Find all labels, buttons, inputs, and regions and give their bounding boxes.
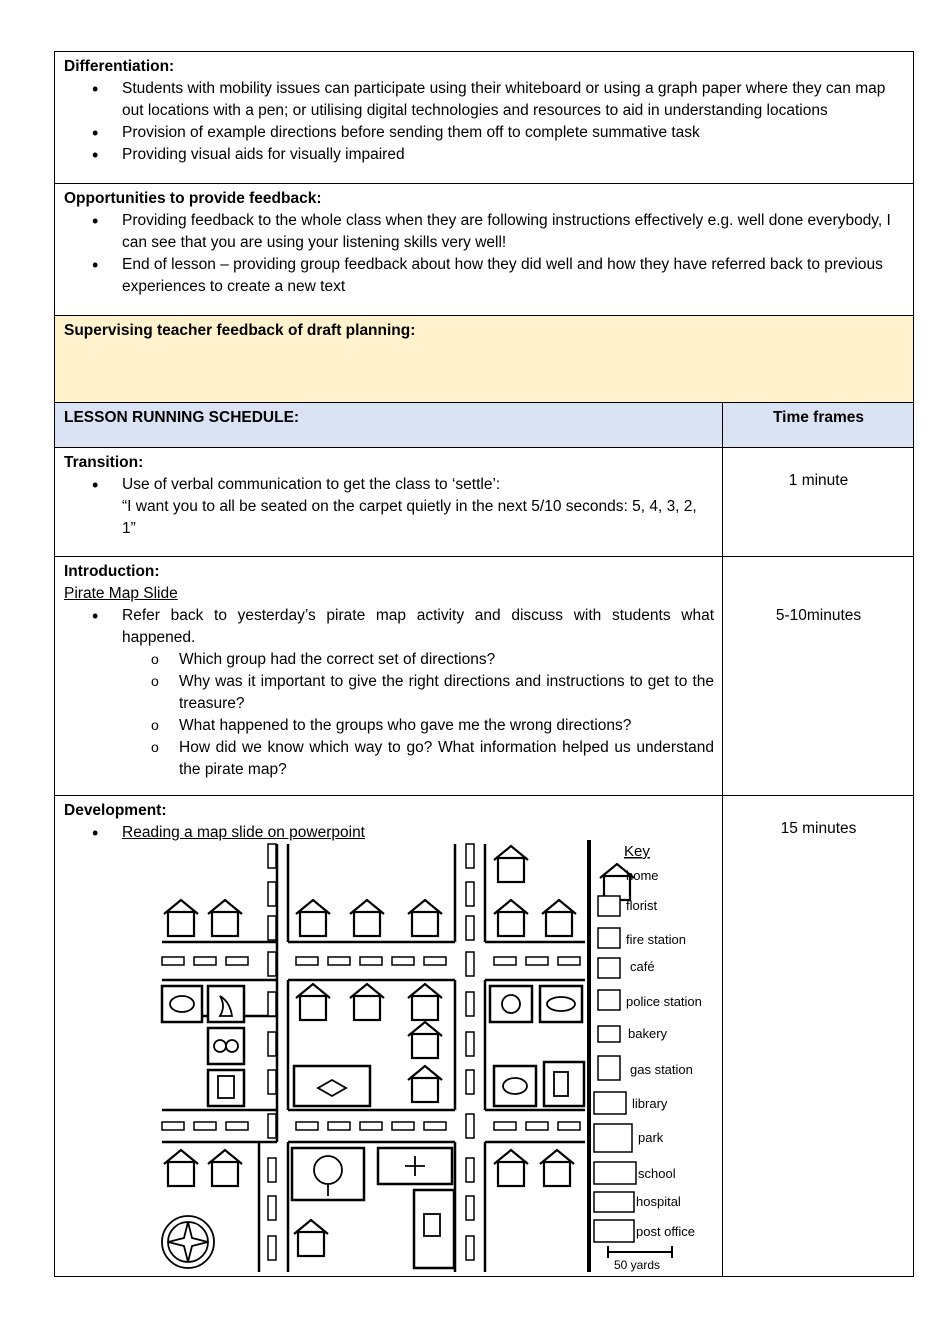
- supervising-feedback-title: Supervising teacher feedback of draft planning:: [64, 322, 416, 339]
- time-frames-header: Time frames: [772, 409, 865, 426]
- map-key-item: florist: [626, 898, 658, 913]
- map-key-item: bakery: [628, 1026, 668, 1041]
- development-item: Reading a map slide on powerpoint: [122, 824, 365, 841]
- introduction-row: [55, 557, 914, 796]
- schedule-title: LESSON RUNNING SCHEDULE:: [64, 409, 300, 426]
- map-key-item: park: [638, 1130, 664, 1145]
- map-key-item: post office: [636, 1224, 696, 1239]
- development-title: Development:: [64, 802, 167, 819]
- differentiation-title: Differentiation:: [64, 58, 175, 75]
- list-item: • Providing feedback to the whole class when they are following instructions effectively e.g. well done everybody, I can see that you are using your listening skills very well!: [122, 210, 905, 254]
- town-map-image: [160, 840, 702, 1272]
- map-key: [594, 843, 702, 1272]
- development-row: [55, 796, 914, 1277]
- list-item: [122, 605, 714, 781]
- introduction-list: [64, 605, 714, 781]
- question-item: o How did we know which way to go? What information helped us understand the pirate map?: [179, 737, 714, 781]
- transition-title: Transition:: [64, 454, 144, 471]
- question-list: [122, 649, 714, 781]
- supervising-feedback-row: [55, 316, 914, 403]
- list-item: • Students with mobility issues can participate using their whiteboard or using a graph paper where they can map out locations with a pen; or utilising digital technologies and resources to aid in understanding locations: [122, 78, 905, 122]
- list-item: • Provision of example directions before sending them off to complete summative task: [122, 122, 905, 144]
- list-item: • End of lesson – providing group feedback about how they did well and how they have referred back to previous experiences to create a new text: [122, 254, 905, 298]
- map-scale-label: 50 yards: [614, 1258, 661, 1272]
- list-item: • Providing visual aids for visually impaired: [122, 144, 905, 166]
- introduction-time: 5-10minutes: [775, 607, 862, 624]
- lesson-plan-table: [54, 51, 914, 1277]
- map-key-item: home: [626, 868, 659, 883]
- lesson-plan-document: [54, 51, 913, 1277]
- map-key-item: hospital: [636, 1194, 681, 1209]
- map-key-item: fire station: [626, 932, 686, 947]
- introduction-title: Introduction:: [64, 563, 160, 580]
- development-time: 15 minutes: [780, 820, 857, 837]
- question-item: o What happened to the groups who gave me the wrong directions?: [179, 715, 714, 737]
- introduction-subtitle: Pirate Map Slide: [64, 585, 178, 602]
- transition-quote: “I want you to all be seated on the carpet quietly in the next 5/10 seconds: 5, 4, 3, 2, 1”: [122, 498, 697, 537]
- map-key-item: gas station: [630, 1062, 693, 1077]
- question-item: o Which group had the correct set of directions?: [179, 649, 714, 671]
- feedback-opportunities-row: [55, 184, 914, 316]
- transition-list: [64, 474, 714, 496]
- question-item: o Why was it important to give the right directions and instructions to get to the treasure?: [179, 671, 714, 715]
- schedule-header-row: [55, 403, 914, 448]
- transition-time: 1 minute: [788, 472, 849, 489]
- map-figure: [64, 844, 714, 1276]
- differentiation-row: [55, 52, 914, 184]
- map-key-item: library: [632, 1096, 668, 1111]
- introduction-item: Refer back to yesterday’s pirate map activity and discuss with students what happened.: [122, 607, 714, 646]
- map-key-title: Key: [624, 843, 650, 860]
- map-key-item: police station: [626, 994, 702, 1009]
- map-key-item: school: [638, 1166, 676, 1181]
- feedback-opportunities-title: Opportunities to provide feedback:: [64, 190, 322, 207]
- transition-row: [55, 448, 914, 557]
- differentiation-list: [64, 78, 905, 166]
- list-item: • Use of verbal communication to get the class to ‘settle’:: [122, 474, 714, 496]
- map-key-item: café: [630, 959, 655, 974]
- feedback-opportunities-list: [64, 210, 905, 298]
